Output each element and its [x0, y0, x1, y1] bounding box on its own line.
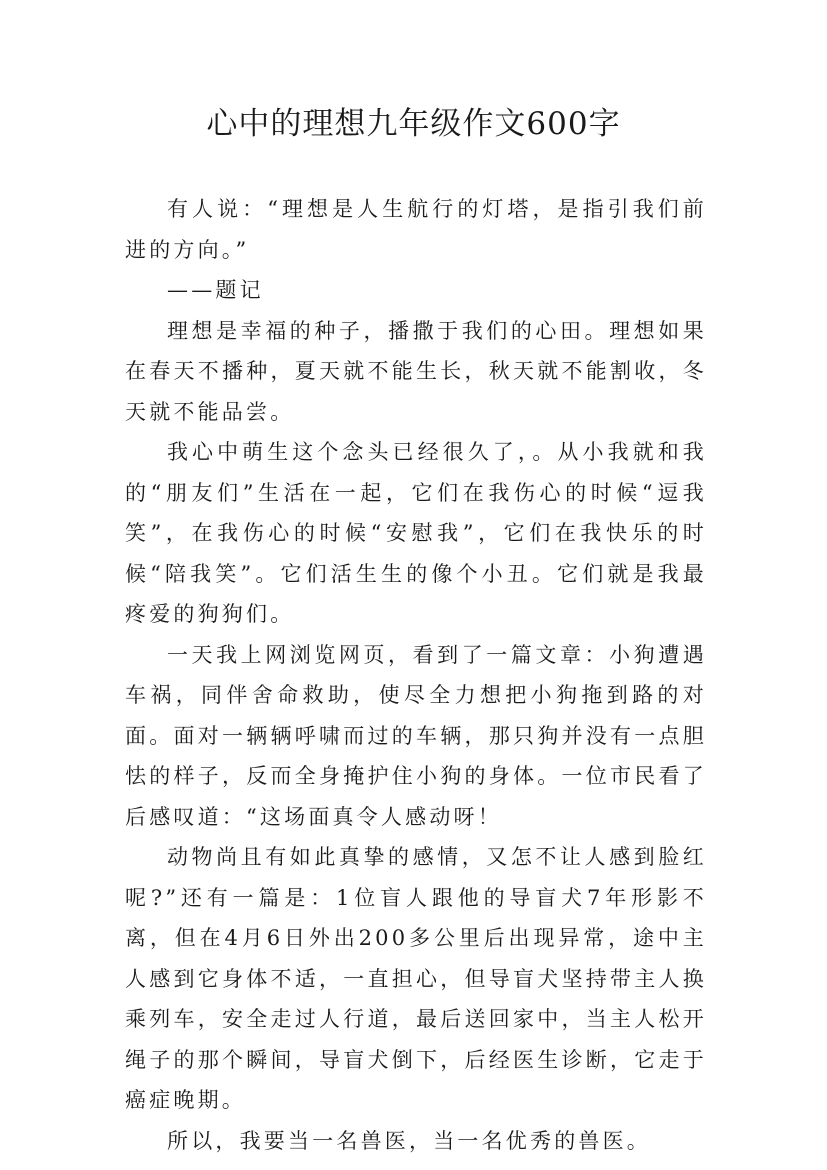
document-title: 心中的理想九年级作文600字	[206, 106, 621, 142]
epigraph-attribution: ——题记	[167, 278, 264, 302]
paragraph: 一天我上网浏览网页，看到了一篇文章：小狗遭遇车祸，同伴舍命救助，使尽全力想把小狗拖到路的对面。面对一辆辆呼啸而过的车辆，那只狗并没有一点胆怯的样子，反而全身掩护住小狗的身体。一位市民看了后感叹道：“这场面真令人感动呀！	[125, 642, 707, 829]
paragraph: 所以，我要当一名兽医，当一名优秀的兽医。	[167, 1128, 651, 1153]
document-body	[125, 189, 707, 1161]
paragraph: 动物尚且有如此真挚的感情，又怎不让人感到脸红呢?”还有一篇是：1位盲人跟他的导盲犬7年形影不离，但在4月6日外出200多公里后出现异常，途中主人感到它身体不适，一直担心，但导盲犬坚持带主人换乘列车，安全走过人行道，最后送回家中，当主人松开绳子的那个瞬间，导盲犬倒下，后经医生诊断，它走于癌症晚期。	[125, 845, 707, 1112]
paragraph: 理想是幸福的种子，播撒于我们的心田。理想如果在春天不播种，夏天就不能生长，秋天就不能割收，冬天就不能品尝。	[125, 318, 707, 424]
paragraph: 我心中萌生这个念头已经很久了，。从小我就和我的“朋友们”生活在一起，它们在我伤心的时候“逗我笑”，在我伤心的时候“安慰我”，它们在我快乐的时候“陪我笑”。它们活生生的像个小丑。它们就是我最疼爱的狗狗们。	[125, 440, 707, 626]
paragraph: 有人说：“理想是人生航行的灯塔，是指引我们前进的方向。”	[125, 197, 707, 262]
